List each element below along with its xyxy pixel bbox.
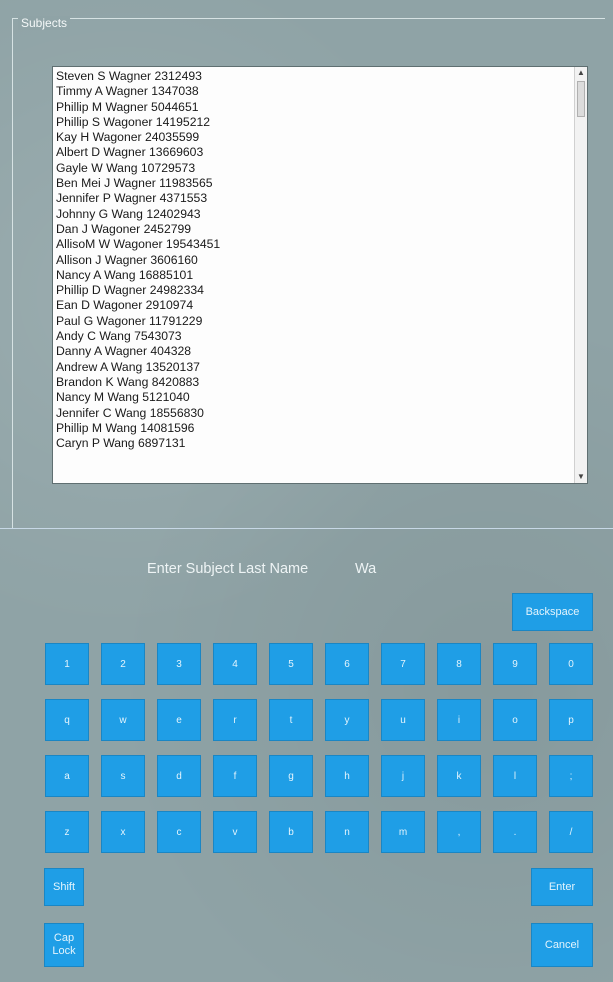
- subject-list-item[interactable]: Andy C Wang 7543073: [56, 329, 182, 344]
- subject-list-item[interactable]: Caryn P Wang 6897131: [56, 436, 186, 451]
- key-i[interactable]: i: [437, 699, 481, 741]
- subject-list-item[interactable]: AllisoM W Wagoner 19543451: [56, 237, 221, 252]
- scroll-thumb[interactable]: [577, 81, 585, 117]
- scroll-down-arrow-icon[interactable]: ▼: [577, 472, 585, 481]
- key-3[interactable]: 3: [157, 643, 201, 685]
- key-z[interactable]: z: [45, 811, 89, 853]
- key-semicolon[interactable]: ;: [549, 755, 593, 797]
- subject-list-item[interactable]: Brandon K Wang 8420883: [56, 374, 200, 389]
- subjects-listbox[interactable]: [52, 66, 588, 484]
- key-h[interactable]: h: [325, 755, 369, 797]
- listbox-scrollbar[interactable]: [574, 67, 587, 483]
- subject-list-item[interactable]: Ean D Wagoner 2910974: [56, 298, 194, 313]
- subject-list-item[interactable]: Ben Mei J Wagner 11983565: [56, 176, 213, 191]
- subject-list-item[interactable]: Paul G Wagoner 11791229: [56, 313, 203, 328]
- subject-list-item[interactable]: Steven S Wagner 2312493: [56, 69, 202, 83]
- key-a[interactable]: a: [45, 755, 89, 797]
- last-name-prompt-label: Enter Subject Last Name: [147, 561, 309, 577]
- key-q[interactable]: q: [45, 699, 89, 741]
- subject-list-item[interactable]: Phillip M Wagner 5044651: [56, 99, 199, 114]
- key-s[interactable]: s: [101, 755, 145, 797]
- subject-list-item[interactable]: Nancy M Wang 5121040: [56, 390, 190, 405]
- subject-list-item[interactable]: Allison J Wagner 3606160: [56, 252, 198, 267]
- key-r[interactable]: r: [213, 699, 257, 741]
- subject-list-item[interactable]: Dan J Wagoner 2452799: [56, 221, 192, 236]
- key-d[interactable]: d: [157, 755, 201, 797]
- key-v[interactable]: v: [213, 811, 257, 853]
- subject-list-item[interactable]: Jennifer P Wagner 4371553: [56, 191, 208, 206]
- key-c[interactable]: c: [157, 811, 201, 853]
- key-1[interactable]: 1: [45, 643, 89, 685]
- subjects-list: [55, 69, 573, 451]
- key-6[interactable]: 6: [325, 643, 369, 685]
- key-slash[interactable]: /: [549, 811, 593, 853]
- key-o[interactable]: o: [493, 699, 537, 741]
- subject-list-item[interactable]: Johnny G Wang 12402943: [56, 206, 201, 221]
- subject-list-item[interactable]: Albert D Wagner 13669603: [56, 145, 204, 160]
- backspace-key[interactable]: Backspace: [512, 593, 593, 631]
- subjects-group-label: Subjects: [18, 16, 70, 30]
- subject-list-item[interactable]: Phillip D Wagner 24982334: [56, 283, 204, 298]
- section-divider: [0, 528, 613, 529]
- key-8[interactable]: 8: [437, 643, 481, 685]
- key-9[interactable]: 9: [493, 643, 537, 685]
- subject-list-item[interactable]: Danny A Wagner 404328: [56, 344, 192, 359]
- key-n[interactable]: n: [325, 811, 369, 853]
- key-w[interactable]: w: [101, 699, 145, 741]
- key-comma[interactable]: ,: [437, 811, 481, 853]
- key-p[interactable]: p: [549, 699, 593, 741]
- subject-list-item[interactable]: Gayle W Wang 10729573: [56, 160, 196, 175]
- caps-lock-key[interactable]: Cap Lock: [44, 923, 84, 967]
- key-e[interactable]: e: [157, 699, 201, 741]
- last-name-input[interactable]: Wa: [355, 561, 377, 577]
- subject-list-item[interactable]: Jennifer C Wang 18556830: [56, 405, 204, 420]
- key-t[interactable]: t: [269, 699, 313, 741]
- key-f[interactable]: f: [213, 755, 257, 797]
- key-5[interactable]: 5: [269, 643, 313, 685]
- key-u[interactable]: u: [381, 699, 425, 741]
- cancel-key[interactable]: Cancel: [531, 923, 593, 967]
- key-l[interactable]: l: [493, 755, 537, 797]
- key-0[interactable]: 0: [549, 643, 593, 685]
- key-b[interactable]: b: [269, 811, 313, 853]
- subject-list-item[interactable]: Phillip S Wagoner 14195212: [56, 114, 211, 129]
- key-y[interactable]: y: [325, 699, 369, 741]
- scroll-up-arrow-icon[interactable]: ▲: [577, 68, 585, 77]
- subject-list-item[interactable]: Nancy A Wang 16885101: [56, 267, 194, 282]
- key-x[interactable]: x: [101, 811, 145, 853]
- subject-list-item[interactable]: Andrew A Wang 13520137: [56, 359, 200, 374]
- shift-key[interactable]: Shift: [44, 868, 84, 906]
- key-g[interactable]: g: [269, 755, 313, 797]
- key-2[interactable]: 2: [101, 643, 145, 685]
- subject-list-item[interactable]: Timmy A Wagner 1347038: [56, 84, 199, 99]
- enter-key[interactable]: Enter: [531, 868, 593, 906]
- subject-list-item[interactable]: Phillip M Wang 14081596: [56, 420, 195, 435]
- key-4[interactable]: 4: [213, 643, 257, 685]
- key-period[interactable]: .: [493, 811, 537, 853]
- key-7[interactable]: 7: [381, 643, 425, 685]
- key-j[interactable]: j: [381, 755, 425, 797]
- key-m[interactable]: m: [381, 811, 425, 853]
- subject-list-item[interactable]: Kay H Wagoner 24035599: [56, 130, 200, 145]
- key-k[interactable]: k: [437, 755, 481, 797]
